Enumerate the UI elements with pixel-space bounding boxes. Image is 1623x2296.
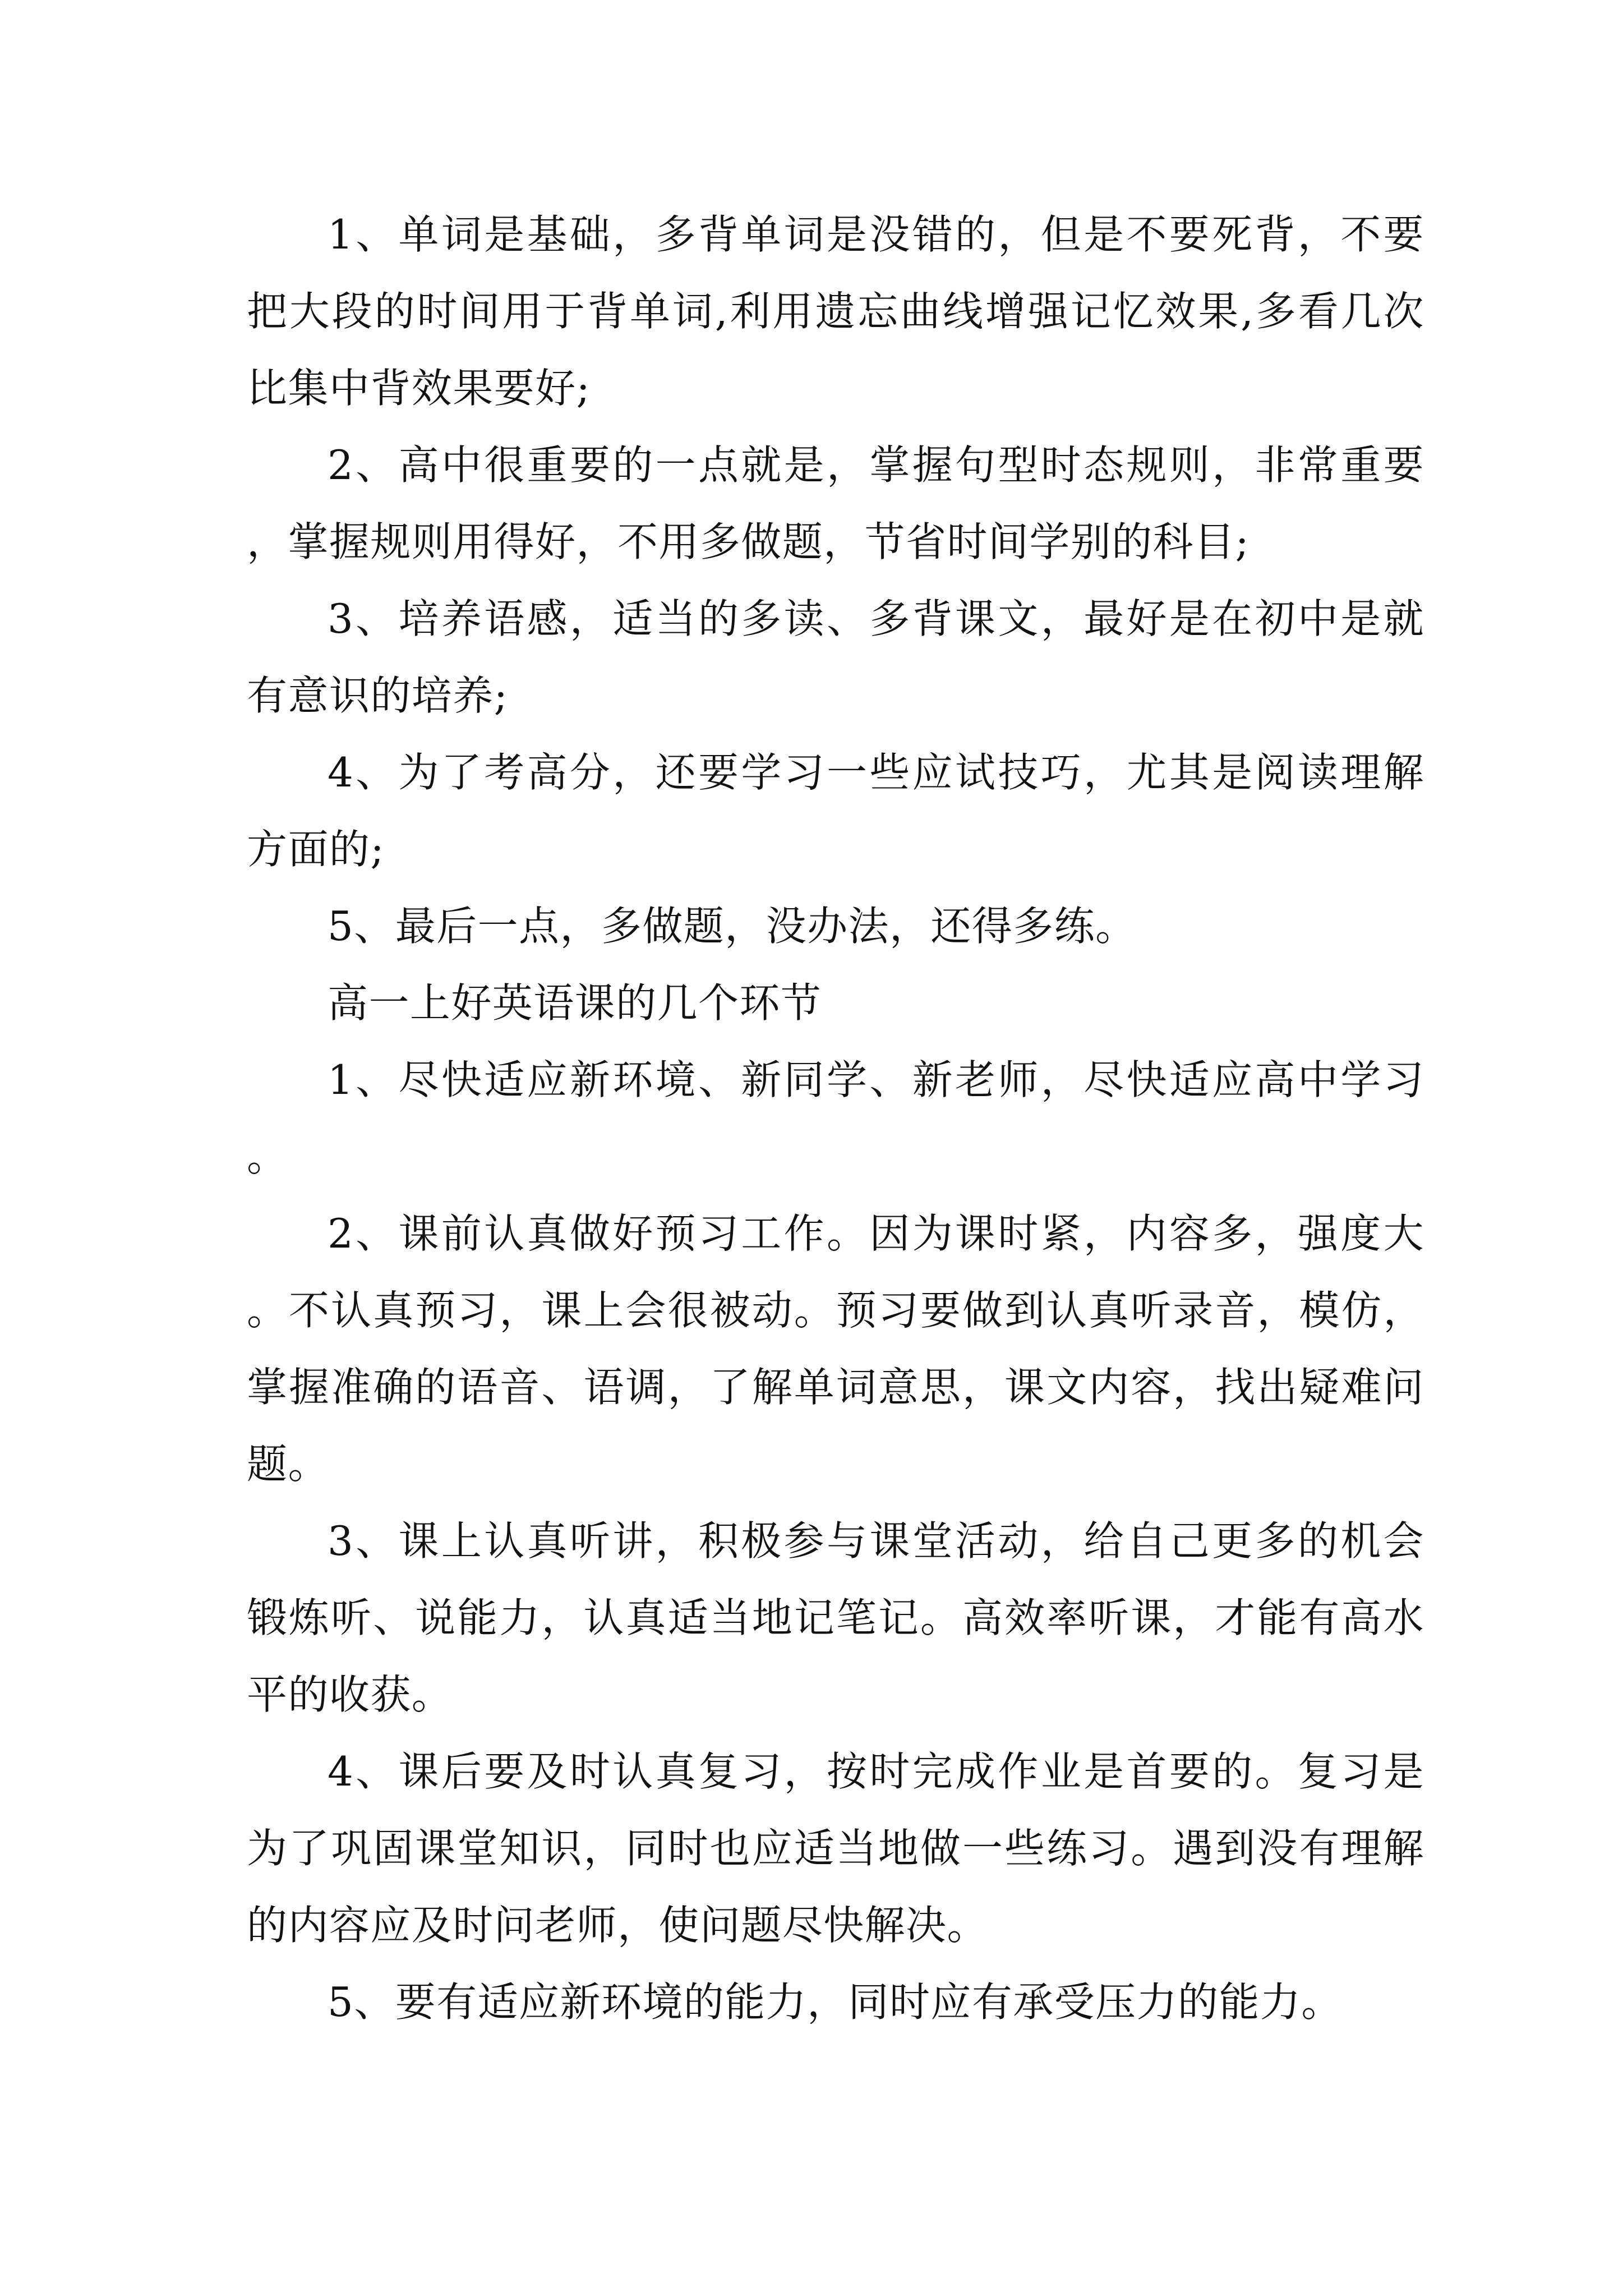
paragraph-step-3: 3、课上认真听讲，积极参与课堂活动，给自己更多的机会锻炼听、说能力，认真适当地记笔记。高效率听课，才能有高水平的收获。 (247, 1517, 1424, 1718)
paragraph-step-2: 2、课前认真做好预习工作。因为课时紧，内容多，强度大。不认真预习，课上会很被动。预习要做到认真听录音，模仿，掌握准确的语音、语调，了解单词意思，课文内容，找出疑难问题。 (247, 1210, 1424, 1488)
section-heading: 高一上好英语课的几个环节 (328, 979, 822, 1027)
paragraph-step-5: 5、要有适应新环境的能力，同时应有承受压力的能力。 (328, 1978, 1343, 2026)
paragraph-tip-4: 4、为了考高分，还要学习一些应试技巧，尤其是阅读理解方面的; (247, 749, 1424, 873)
document-body (247, 196, 1424, 2041)
paragraph-tip-3: 3、培养语感，适当的多读、多背课文，最好是在初中是就有意识的培养; (247, 595, 1424, 719)
paragraph-step-1: 1、尽快适应新环境、新同学、新老师，尽快适应高中学习。 (247, 1056, 1424, 1180)
paragraph-tip-1: 1、单词是基础，多背单词是没错的，但是不要死背，不要把大段的时间用于背单词,利用遗忘曲线增强记忆效果,多看几次比集中背效果要好; (247, 211, 1424, 412)
paragraph-step-4: 4、课后要及时认真复习，按时完成作业是首要的。复习是为了巩固课堂知识，同时也应适当地做一些练习。遇到没有理解的内容应及时问老师，使问题尽快解决。 (247, 1748, 1424, 1949)
paragraph-tip-5: 5、最后一点，多做题，没办法，还得多练。 (328, 903, 1137, 950)
paragraph-tip-2: 2、高中很重要的一点就是，掌握句型时态规则，非常重要，掌握规则用得好，不用多做题，节省时间学别的科目; (247, 441, 1424, 565)
